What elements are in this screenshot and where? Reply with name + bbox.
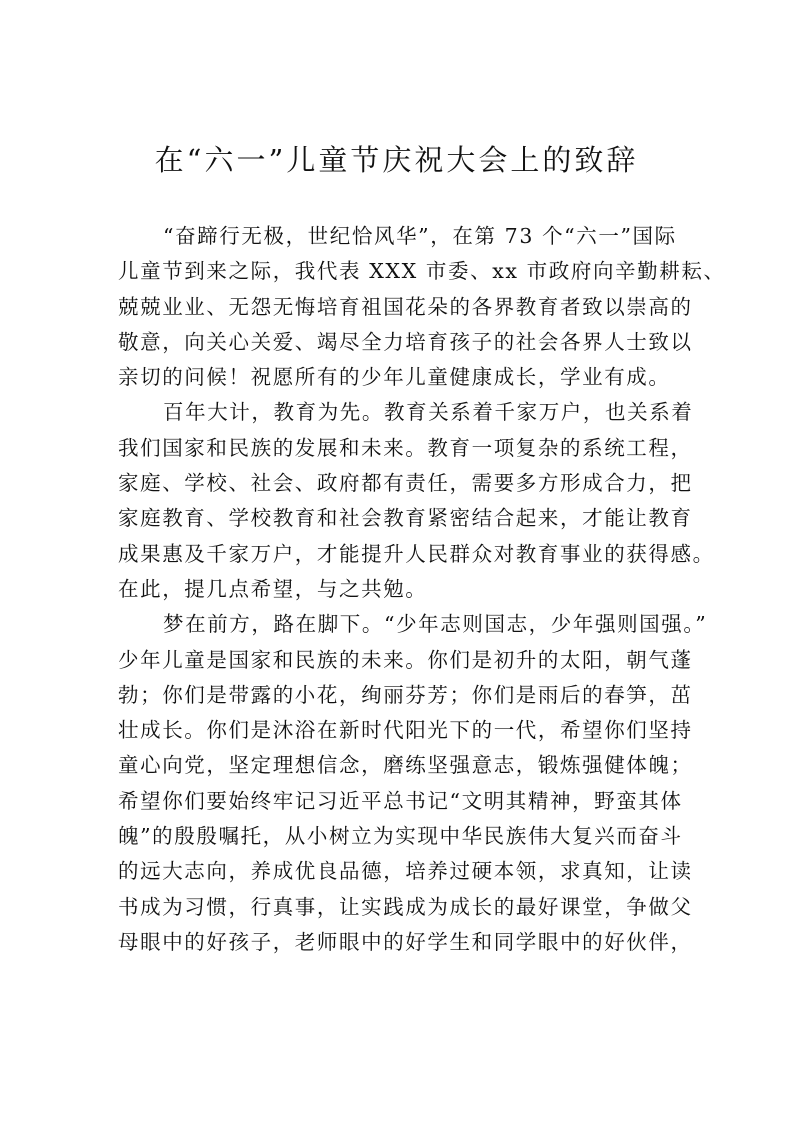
text-line: 在此，提几点希望，与之共勉。 [118, 576, 428, 601]
text-line: 亲切的问候！祝愿所有的少年儿童健康成长，学业有成。 [118, 365, 671, 390]
text-line: 梦在前方，路在脚下。“少年志则国志，少年强则国强。” [163, 612, 708, 637]
text-line: 书成为习惯，行真事，让实践成为成长的最好课堂，争做父 [118, 894, 693, 919]
text-line: 百年大计，教育为先。教育关系着千家万户，也关系着 [163, 400, 694, 425]
text-line: 我们国家和民族的发展和未来。教育一项复杂的系统工程， [118, 435, 693, 460]
text-line: 希望你们要始终牢记习近平总书记“文明其精神，野蛮其体 [118, 788, 683, 813]
text-line: “奋蹄行无极，世纪恰风华”，在第 73 个“六一”国际 [163, 224, 677, 248]
paragraph-3 [118, 607, 708, 960]
text-line: 的远大志向，养成优良品德，培养过硬本领，求真知，让读 [118, 859, 693, 884]
text-line: 母眼中的好孩子，老师眼中的好学生和同学眼中的好伙伴， [118, 929, 693, 954]
text-line: 勃；你们是带露的小花，绚丽芬芳；你们是雨后的春笋，茁 [118, 682, 693, 707]
text-line: 家庭教育、学校教育和社会教育紧密结合起来，才能让教育 [118, 506, 693, 531]
text-line: 儿童节到来之际，我代表 XXX 市委、xx 市政府向辛勤耕耘、 [118, 259, 726, 284]
text-line: 魄”的殷殷嘱托，从小树立为实现中华民族伟大复兴而奋斗 [118, 824, 683, 849]
text-line: 成果惠及千家万户，才能提升人民群众对教育事业的获得感。 [118, 541, 715, 566]
text-line: 兢兢业业、无怨无悔培育祖国花朵的各界教育者致以崇高的 [118, 294, 693, 319]
text-line: 少年儿童是国家和民族的未来。你们是初升的太阳，朝气蓬 [118, 647, 693, 672]
text-line: 童心向党，坚定理想信念，磨练坚强意志，锻炼强健体魄； [118, 753, 693, 778]
document-title: 在“六一”儿童节庆祝大会上的致辞 [154, 143, 639, 177]
text-line: 家庭、学校、社会、政府都有责任，需要多方形成合力，把 [118, 471, 693, 496]
text-line: 壮成长。你们是沐浴在新时代阳光下的一代，希望你们坚持 [118, 718, 693, 743]
document-body [118, 219, 726, 960]
text-line: 敬意，向关心关爱、竭尽全力培育孩子的社会各界人士致以 [118, 329, 693, 354]
paragraph-2 [118, 395, 715, 607]
paragraph-1 [118, 219, 726, 395]
